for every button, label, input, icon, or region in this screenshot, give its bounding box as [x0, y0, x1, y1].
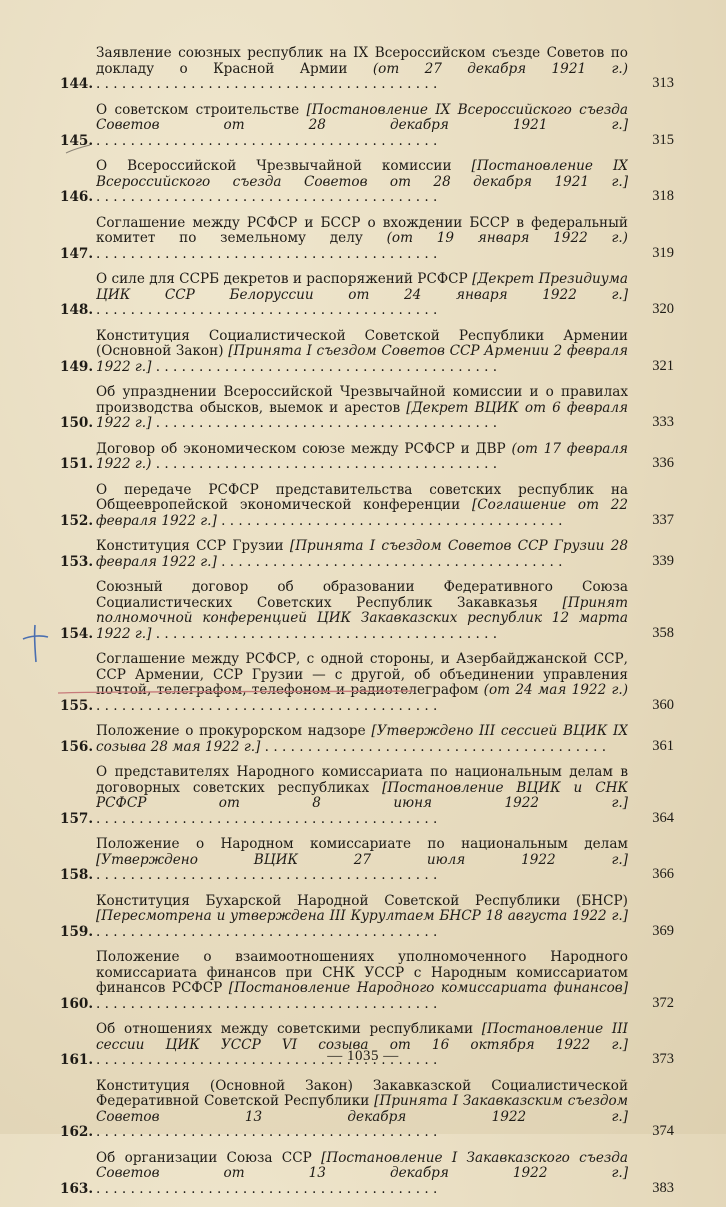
toc-entry: [60, 483, 678, 530]
entry-source: [Соглашение от 22 февраля 1922 г.]: [96, 497, 628, 529]
entry-title-text: Заявление союзных республик на IX Всероссийском съезде Советов по докладу о Красной Армии: [96, 46, 628, 77]
entry-number: 149.: [60, 358, 94, 375]
toc-entry: [60, 272, 678, 319]
entry-title: [96, 539, 628, 570]
entry-page-number: 366: [652, 866, 674, 882]
entry-source: [Постановление IX Всероссийского съезда Советов от 28 декабря 1921 г.]: [96, 102, 628, 133]
entry-title-text: О представителях Народного комиссариата по национальным делам в договорных советских республиках: [96, 765, 628, 796]
entry-source: [Принята I Закавказским съездом Советов 13 декабря 1922 г.]: [96, 1093, 628, 1125]
entry-title-text: Конституция ССР Грузии: [96, 539, 284, 554]
table-of-contents: [60, 46, 678, 1207]
entry-title: [96, 1151, 628, 1198]
entry-page-number: 372: [652, 994, 674, 1011]
entry-page-number: 315: [652, 131, 674, 148]
leader-dots: [96, 133, 437, 149]
entry-title-text: О силе для ССРБ декретов и распоряжений РСФСР: [96, 272, 468, 287]
entry-source: [Постановление III сессии ЦИК УССР VI созыва от 16 октября 1922 г.]: [96, 1022, 628, 1053]
handwritten-plus-mark: [20, 622, 50, 664]
toc-entry: [60, 442, 678, 473]
entry-page-number: 333: [652, 414, 674, 430]
entry-source: [Принят полномочной конференцией ЦИК Закавказских республик 12 марта 1922 г.]: [96, 594, 628, 642]
entry-number: 152.: [60, 512, 94, 529]
entry-page-number: 313: [652, 75, 674, 91]
entry-title-text: Конституция Социалистической Советской Республики Армении (Основной Закон): [96, 328, 628, 359]
entry-number: 144.: [60, 76, 94, 92]
page-folio: — 1035 —: [327, 1048, 399, 1064]
entry-source: [Декрет Президиума ЦИК ССР Белоруссии от 24 января 1922 г.]: [96, 272, 628, 303]
entry-title-text: Соглашение между РСФСР и БССР о вхождении БССР в федеральный комитет по земельному делу: [96, 215, 628, 246]
leader-dots: [217, 554, 563, 570]
entry-number: 147.: [60, 245, 94, 262]
entry-title: [96, 103, 628, 150]
entry-page-number: 361: [652, 737, 674, 754]
entry-title-text: Положение о взаимоотношениях уполномоченного Народного комиссариата финансов при СНК УССР с Народным комиссариатом финансов РСФСР: [96, 950, 628, 996]
entry-title-text: О Всероссийской Чрезвычайной комиссии: [96, 159, 452, 174]
toc-entry: [60, 159, 678, 206]
toc-entry: [60, 216, 678, 263]
entry-title-text: Конституция (Основной Закон) Закавказской Социалистической Федеративной Советской Республики: [96, 1078, 628, 1109]
entry-title-text: О советском строительстве: [96, 102, 300, 118]
entry-source: [Пересмотрена и утверждена III Курултаем БНСР 18 августа 1922 г.]: [96, 908, 628, 924]
toc-entry: [60, 1151, 678, 1198]
entry-title-text: Договор об экономическом союзе между РСФСР и ДВР: [96, 441, 506, 457]
entry-number: 158.: [60, 867, 94, 883]
entry-title-text: Конституция Бухарской Народной Советской Республики (БНСР): [96, 893, 628, 909]
leader-dots: [96, 246, 437, 262]
entry-source: (от 24 мая 1922 г.): [483, 682, 628, 698]
leader-dots: [96, 811, 437, 827]
entry-source: (от 27 декабря 1921 г.): [372, 60, 628, 77]
entry-source: [Постановление IX Всероссийского съезда Советов от 28 декабря 1921 г.]: [96, 159, 628, 190]
entry-title: [96, 46, 628, 93]
entry-page-number: 358: [652, 624, 674, 641]
entry-page-number: 321: [652, 357, 674, 374]
entry-title: [96, 724, 628, 755]
entry-source: [Утверждено III сессией ВЦИК IX созыва 28 мая 1922 г.]: [96, 724, 628, 755]
entry-source: [Принята I съездом Советов ССР Грузии 28 февраля 1922 г.]: [96, 539, 628, 570]
toc-entry: [60, 385, 678, 432]
toc-entry: [60, 894, 678, 941]
toc-entry: [60, 724, 678, 755]
leader-dots: [96, 1124, 437, 1140]
leader-dots: [96, 302, 437, 318]
entry-page-number: 339: [652, 552, 674, 569]
leader-dots: [96, 1181, 437, 1197]
entry-page-number: 319: [652, 244, 674, 261]
entry-number: 148.: [60, 302, 94, 318]
entry-source: [Постановление Народного комиссариата финансов]: [228, 980, 628, 996]
entry-title: [96, 580, 628, 642]
leader-dots: [96, 867, 437, 883]
entry-page-number: 320: [652, 301, 674, 317]
entry-title: [96, 837, 628, 884]
entry-number: 150.: [60, 415, 94, 431]
entry-title-text: Об упразднении Всероссийской Чрезвычайной комиссии и о правилах производства обысков, выемок и арестов: [96, 385, 628, 416]
entry-number: 153.: [60, 553, 94, 570]
entry-page-number: 383: [652, 1179, 674, 1196]
entry-title: [96, 329, 628, 376]
leader-dots: [96, 924, 437, 940]
entry-source: [Принята I съездом Советов ССР Армении 2 февраля 1922 г.]: [96, 343, 628, 375]
entry-page-number: 336: [652, 455, 674, 471]
entry-number: 157.: [60, 810, 94, 827]
leader-dots: [151, 456, 497, 472]
entry-page-number: 360: [652, 696, 674, 713]
entry-title: [96, 272, 628, 319]
entry-page-number: 364: [652, 809, 674, 826]
toc-entry: [60, 580, 678, 642]
entry-page-number: 374: [652, 1123, 674, 1139]
leader-dots: [151, 415, 497, 431]
entry-title-text: О передаче РСФСР представительства советских республик на Общеевропейской экономической конференции: [96, 482, 628, 513]
leader-dots: [96, 698, 437, 714]
entry-title-text: Союзный договор об образовании Федеративного Союза Социалистических Советских Республик Закавказья: [96, 580, 628, 611]
entry-title: [96, 159, 628, 206]
entry-source: (от 19 января 1922 г.): [386, 230, 628, 246]
entry-number: 162.: [60, 1124, 94, 1140]
entry-title-text: Положение о Народном комиссариате по национальным делам: [96, 837, 628, 852]
entry-title: [96, 442, 628, 473]
red-pencil-underline: [56, 688, 416, 696]
entry-number: 156.: [60, 738, 94, 755]
entry-title-text: Об отношениях между советскими республиками: [96, 1022, 474, 1037]
toc-entry: [60, 103, 678, 150]
entry-title: [96, 216, 628, 263]
entry-source: [Утверждено ВЦИК 27 июля 1922 г.]: [96, 851, 628, 868]
entry-title-text: Соглашение между РСФСР, с одной стороны, и Азербайджанской ССР, ССР Армении, ССР Грузии — с другой, об объединении управления почтой, телеграфом, телефоном и радиотелеграфом: [96, 652, 628, 698]
entry-title: [96, 385, 628, 432]
entry-number: 159.: [60, 923, 94, 940]
entry-number: 155.: [60, 697, 94, 714]
entry-source: [Декрет ВЦИК от 6 февраля 1922 г.]: [96, 399, 628, 431]
entry-source: [Постановление I Закавказского съезда Советов от 13 декабря 1922 г.]: [96, 1150, 628, 1181]
toc-entry: [60, 950, 678, 1012]
pencil-tick-mark: [64, 143, 92, 155]
toc-entry: [60, 46, 678, 93]
entry-title: [96, 950, 628, 1012]
entry-source: [Постановление ВЦИК и СНК РСФСР от 8 июня 1922 г.]: [96, 779, 628, 811]
entry-source: (от 17 февраля 1922 г.): [96, 441, 628, 472]
leader-dots: [217, 513, 563, 529]
toc-entry: [60, 652, 678, 714]
toc-entry: [60, 539, 678, 570]
entry-title-text: Об организации Союза ССР: [96, 1150, 312, 1166]
entry-title: [96, 652, 628, 714]
entry-title-text: Положение о прокурорском надзоре: [96, 724, 366, 739]
entry-number: 160.: [60, 995, 94, 1012]
entry-number: 146.: [60, 189, 94, 205]
entry-title: [96, 894, 628, 941]
leader-dots: [96, 189, 437, 205]
toc-entry: [60, 1079, 678, 1141]
entry-number: 145.: [60, 132, 94, 149]
entry-page-number: 337: [652, 511, 674, 528]
entry-page-number: 373: [652, 1051, 674, 1067]
entry-page-number: 318: [652, 188, 674, 204]
entry-number: 154.: [60, 625, 94, 642]
entry-page-number: 369: [652, 922, 674, 939]
leader-dots: [260, 739, 606, 755]
toc-entry: [60, 765, 678, 827]
leader-dots: [96, 76, 437, 92]
entry-title: [96, 483, 628, 530]
leader-dots: [151, 359, 497, 375]
toc-entry: [60, 329, 678, 376]
entry-title: [96, 765, 628, 827]
entry-number: 163.: [60, 1180, 94, 1197]
entry-number: 151.: [60, 456, 94, 472]
entry-number: 161.: [60, 1052, 94, 1068]
leader-dots: [96, 996, 437, 1012]
toc-entry: [60, 837, 678, 884]
leader-dots: [151, 626, 497, 642]
entry-title: [96, 1079, 628, 1141]
